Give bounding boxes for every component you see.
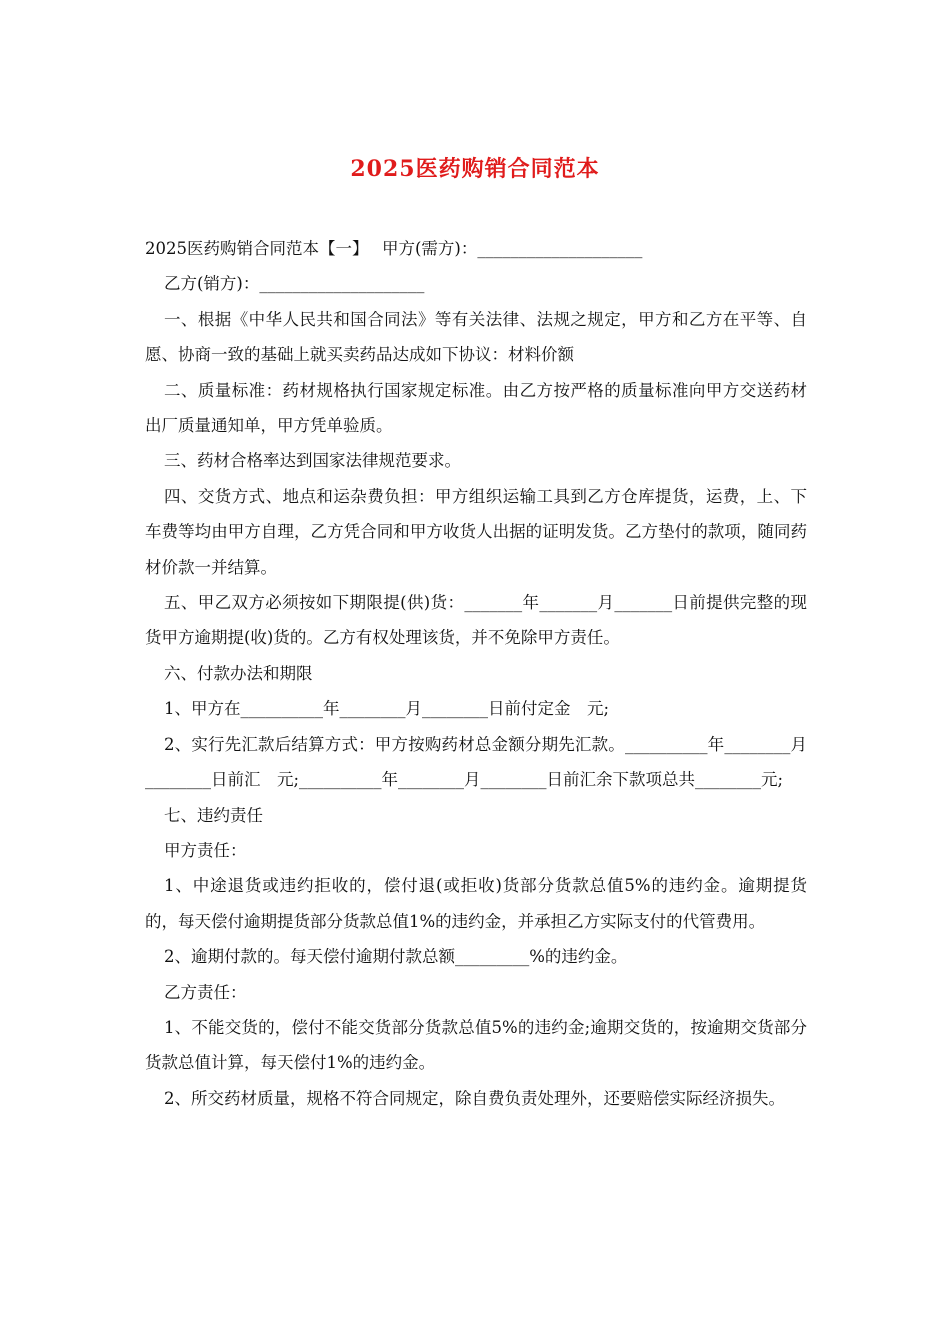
opening-line: 2025医药购销合同范本【一】 甲方(需方)：____________________ — [145, 239, 643, 258]
clause-6-item-2: 2、实行先汇款后结算方式：甲方按购药材总金额分期先汇款。__________年________月________日前汇 元;__________年________月________日前汇余下款项总共________元; — [145, 734, 807, 790]
party-b-liability-1: 1、不能交货的，偿付不能交货部分货款总值5%的违约金;逾期交货的，按逾期交货部分货款总值计算，每天偿付1%的违约金。 — [145, 1017, 807, 1073]
clause-6-heading: 六、付款办法和期限 — [164, 663, 313, 683]
party-b-line: 乙方(销方)：____________________ — [164, 274, 425, 294]
clause-6-item-1: 1、甲方在__________年________月________日前付定金 元; — [164, 699, 610, 719]
clause-7-heading: 七、违约责任 — [164, 805, 263, 825]
party-a-liability-heading: 甲方责任： — [164, 840, 247, 860]
clause-1: 一、根据《中华人民共和国合同法》等有关法律、法规之规定，甲方和乙方在平等、自愿、协商一致的基础上就买卖药品达成如下协议：材料价额 — [145, 309, 807, 365]
party-a-liability-1: 1、中途退货或违约拒收的，偿付退(或拒收)货部分货款总值5%的违约金。逾期提货的，每天偿付逾期提货部分货款总值1%的违约金，并承担乙方实际支付的代管费用。 — [145, 876, 807, 931]
party-b-liability-2: 2、所交药材质量，规格不符合同规定，除自费负责处理外，还要赔偿实际经济损失。 — [164, 1088, 785, 1108]
clause-3: 三、药材合格率达到国家法律规范要求。 — [164, 451, 461, 471]
clause-2: 二、质量标准：药材规格执行国家规定标准。由乙方按严格的质量标准向甲方交送药材出厂质量通知单，甲方凭单验质。 — [145, 380, 807, 436]
clause-4: 四、交货方式、地点和运杂费负担：甲方组织运输工具到乙方仓库提货，运费，上、下车费等均由甲方自理，乙方凭合同和甲方收货人出据的证明发货。乙方垫付的款项，随同药材价款一并结算。 — [145, 486, 807, 577]
page-title: 2025医药购销合同范本 — [350, 156, 600, 182]
party-a-liability-2: 2、逾期付款的。每天偿付逾期付款总额_________%的违约金。 — [164, 947, 628, 967]
contract-body — [145, 231, 807, 1116]
clause-5: 五、甲乙双方必须按如下期限提(供)货：_______年_______月_______日前提供完整的现货甲方逾期提(收)货的。乙方有权处理该货，并不免除甲方责任。 — [145, 593, 807, 648]
party-b-liability-heading: 乙方责任： — [164, 982, 247, 1002]
